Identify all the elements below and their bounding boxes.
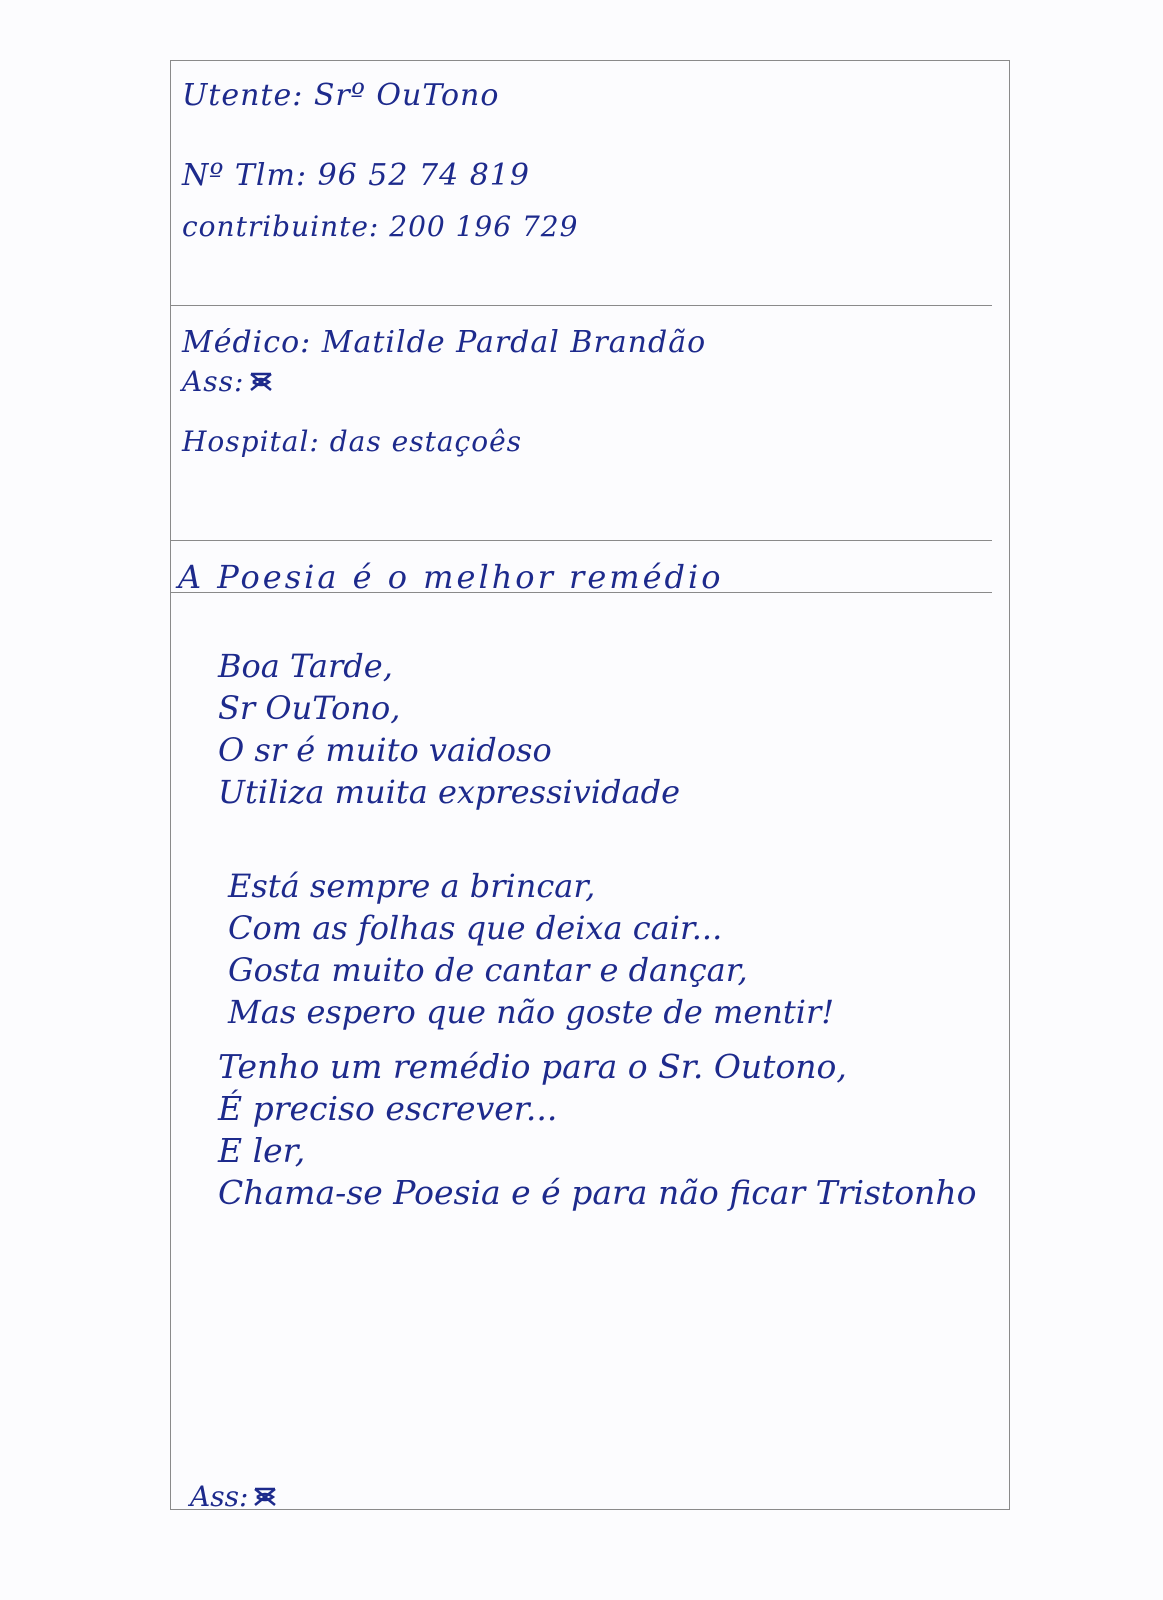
hospital-name: Hospital: das estaçoês xyxy=(182,425,523,458)
poem-line: Tenho um remédio para o Sr. Outono, xyxy=(218,1047,847,1086)
section-divider-patient xyxy=(170,305,992,306)
footer-signature-label: Ass: xyxy=(190,1480,249,1513)
poem-line: Mas espero que não goste de mentir! xyxy=(228,993,835,1031)
poem-line: Gosta muito de cantar e dançar, xyxy=(228,951,748,989)
doctor-signature xyxy=(182,365,274,398)
poem-line: Com as folhas que deixa cair... xyxy=(228,909,723,947)
poem-line: Boa Tarde, xyxy=(218,647,393,685)
poem-line: É preciso escrever... xyxy=(218,1089,558,1128)
poem-stanza-1 xyxy=(218,645,680,813)
poem-line: Utiliza muita expressividade xyxy=(218,773,681,811)
section-divider-doctor xyxy=(170,540,992,541)
prescription-title: A Poesia é o melhor remédio xyxy=(178,558,724,596)
doctor-name: Médico: Matilde Pardal Brandão xyxy=(182,325,707,360)
signature-icon xyxy=(248,371,274,393)
patient-utente: Utente: Srº OuTono xyxy=(182,78,500,113)
poem-line: Chama-se Poesia e é para não ficar Tristonho xyxy=(218,1173,977,1212)
poem-line: Sr OuTono, xyxy=(218,689,401,727)
signature-icon xyxy=(252,1486,278,1508)
patient-phone: Nº Tlm: 96 52 74 819 xyxy=(182,158,530,193)
poem-line: Está sempre a brincar, xyxy=(228,867,596,905)
footer-signature xyxy=(190,1480,278,1513)
poem-stanza-3 xyxy=(218,1045,976,1213)
poem-stanza-2 xyxy=(228,865,834,1033)
poem-line: O sr é muito vaidoso xyxy=(218,731,552,769)
patient-taxpayer: contribuinte: 200 196 729 xyxy=(182,210,579,243)
poem-line: E ler, xyxy=(218,1131,306,1170)
doctor-signature-label: Ass: xyxy=(182,365,245,398)
